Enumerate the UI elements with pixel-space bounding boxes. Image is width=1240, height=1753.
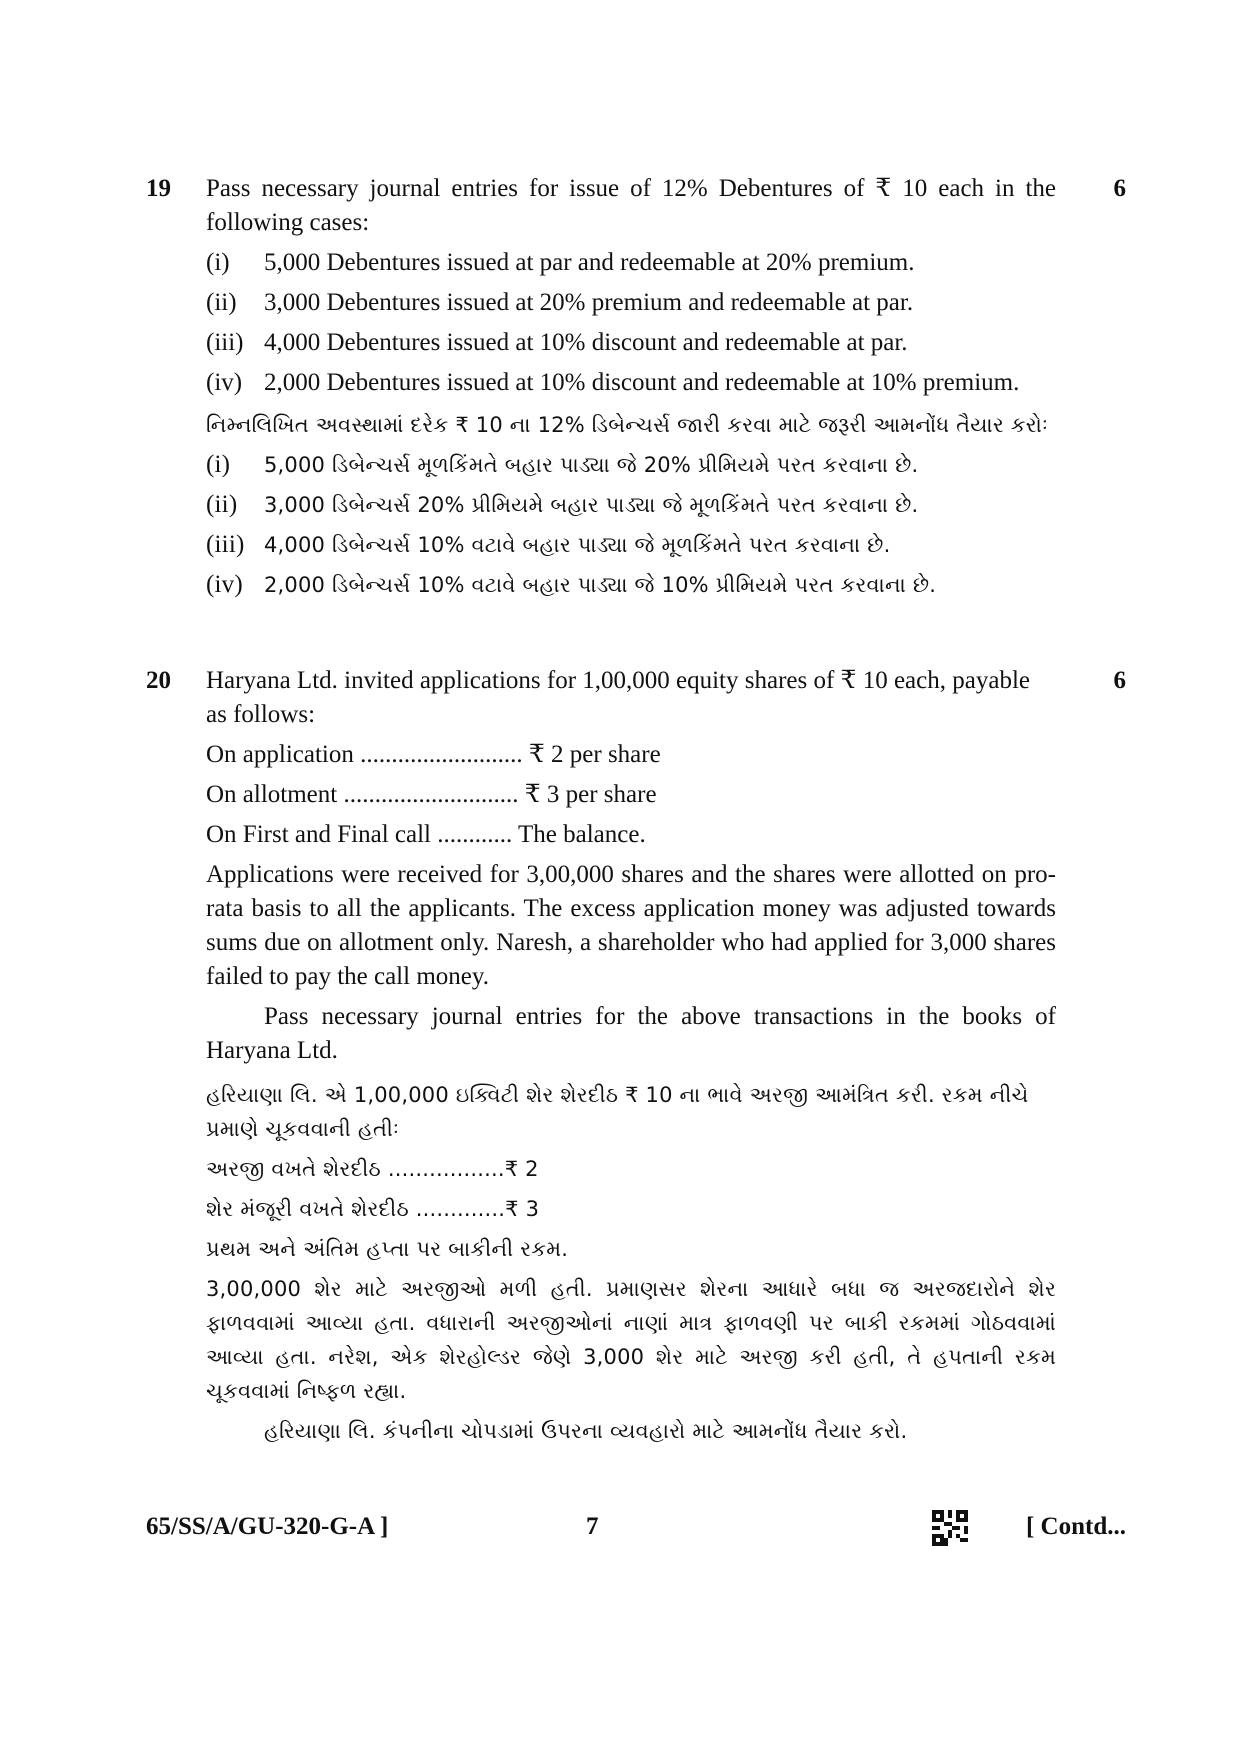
question-20 — [146, 664, 1126, 1454]
list-item: (ii) 3,000 Debentures issued at 20% premium and redeemable at par. — [206, 289, 914, 316]
question-stem-gu: હરિયાણા લિ. એ 1,00,000 ઇક્વિટી શેર શેરદીઠ ₹ 10 ના ભાવે અરજી આમંત્રિત કરી. રકમ નીચે પ્રમાણે ચૂકવવાની હતીઃ — [206, 1083, 1029, 1141]
list-item: (iv) 2,000 ડિબેન્ચર્સ 10% વટાવે બહાર પાડ્યા જે 10% પ્રીમિયમે પરત કરવાના છે. — [206, 571, 937, 598]
question-19 — [146, 172, 1126, 608]
question-instruction-gu: હરિયાણા લિ. કંપનીના ચોપડામાં ઉપરના વ્યવહારો માટે આમનોંધ તૈયાર કરો. — [264, 1419, 908, 1443]
list-item: (ii) 3,000 ડિબેન્ચર્સ 20% પ્રીમિયમે બહાર પાડ્યા જે મૂળકિંમતે પરત કરવાના છે. — [206, 491, 919, 518]
payment-row: On First and Final call ............ The balance. — [206, 821, 646, 848]
question-stem-en: Haryana Ltd. invited applications for 1,00,000 equity shares of ₹ 10 each, payable as follows: — [206, 667, 1030, 728]
list-item: (i) 5,000 Debentures issued at par and redeemable at 20% premium. — [206, 249, 915, 276]
payment-row: અરજી વખતે શેરદીઠ .................₹ 2 — [206, 1157, 539, 1181]
question-paragraph-en: Applications were received for 3,00,000 shares and the shares were allotted on pro-rata basis to all the applicants. The excess application money was adjusted towards sums due on allotment only. Naresh, a shareholder who had applied for 3,000 shares failed to pay the call money. — [206, 861, 1056, 990]
question-marks: 6 — [1113, 667, 1126, 694]
list-item: (i) 5,000 ડિબેન્ચર્સ મૂળકિંમતે બહાર પાડ્યા જે 20% પ્રીમિયમે પરત કરવાના છે. — [206, 451, 919, 478]
list-item: (iii) 4,000 Debentures issued at 10% discount and redeemable at par. — [206, 329, 908, 356]
continued-label: [ Contd... — [1025, 1513, 1126, 1540]
paper-code: 65/SS/A/GU-320-G-A ] — [146, 1513, 389, 1540]
question-stem-en: Pass necessary journal entries for issue of 12% Debentures of ₹ 10 each in the following cases: — [206, 175, 1056, 236]
question-paragraph-gu: 3,00,000 શેર માટે અરજીઓ મળી હતી. પ્રમાણસર શેરના આધારે બધા જ અરજદારોને શેર ફાળવવામાં આવ્યા હતા. વધારાની અરજીઓનાં નાણાં માત્ર ફાળવણી પર બાકી રકમમાં ગોઠવવામાં આવ્યા હતા. નરેશ, એક શેરહોલ્ડર જેણે 3,000 શેર માટે અરજી કરી હતી, તે હપતાની રકમ ચૂકવવામાં નિષ્ફળ રહ્યા. — [206, 1277, 1056, 1403]
list-item: (iii) 4,000 ડિબેન્ચર્સ 10% વટાવે બહાર પાડ્યા જે મૂળકિંમતે પરત કરવાના છે. — [206, 531, 891, 558]
question-stem-gu: નિમ્નલિખિત અવસ્થામાં દરેક ₹ 10 ના 12% ડિબેન્ચર્સ જારી કરવા માટે જરૂરી આમનોંધ તૈયાર કરોઃ — [206, 413, 1049, 437]
payment-row: પ્રથમ અને અંતિમ હપ્તા પર બાકીની રકમ. — [206, 1237, 569, 1261]
question-instruction-en: Pass necessary journal entries for the above transactions in the books of Haryana Ltd. — [206, 1003, 1056, 1064]
payment-row: શેર મંજૂરી વખતે શેરદીઠ .............₹ 3 — [206, 1197, 540, 1221]
payment-row: On application .......................... ₹ 2 per share — [206, 741, 661, 768]
question-number: 19 — [146, 175, 171, 202]
question-marks: 6 — [1113, 175, 1126, 202]
list-item: (iv) 2,000 Debentures issued at 10% discount and redeemable at 10% premium. — [206, 369, 1020, 396]
payment-row: On allotment ............................ ₹ 3 per share — [206, 781, 657, 808]
page-footer — [146, 1510, 1126, 1550]
qr-code-icon — [932, 1510, 968, 1546]
question-number: 20 — [146, 667, 171, 694]
page-number: 7 — [586, 1513, 599, 1540]
